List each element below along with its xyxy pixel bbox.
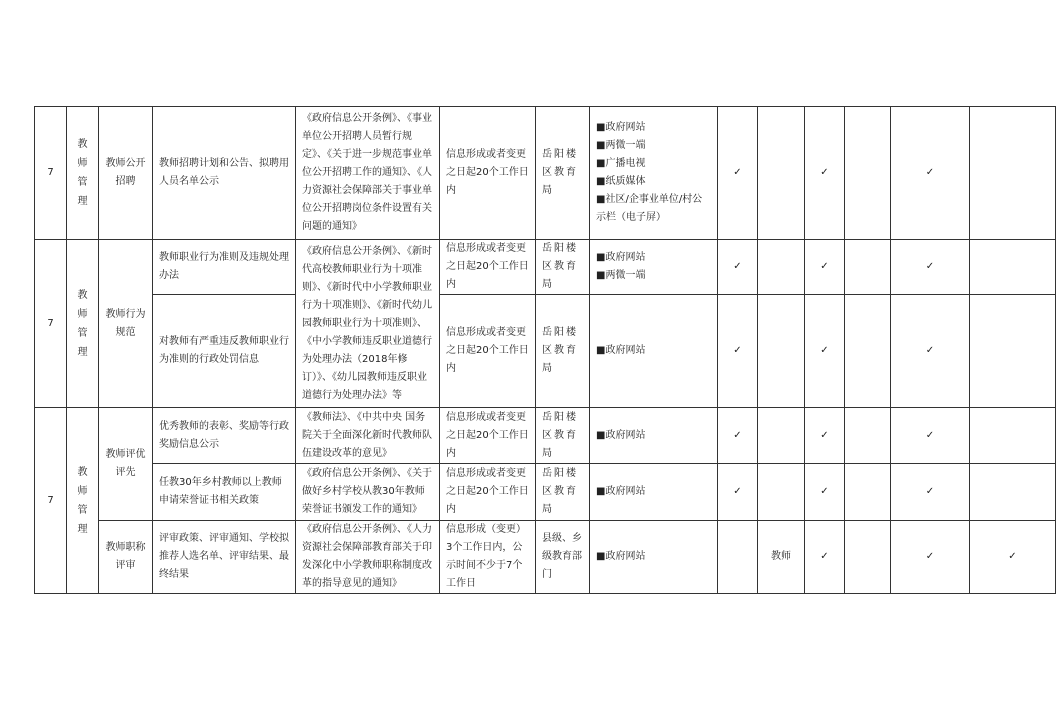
scope-cell xyxy=(845,464,891,521)
check-mark: ✓ xyxy=(891,521,970,594)
responsible-dept: 岳阳楼区教育局 xyxy=(536,107,590,240)
disclosure-table xyxy=(34,106,1056,594)
check-mark: ✓ xyxy=(718,408,758,464)
scope-cell xyxy=(845,107,891,240)
channel-item: ■政府网站 xyxy=(596,429,646,441)
channel-list xyxy=(590,521,718,594)
check-mark: ✓ xyxy=(805,240,845,295)
scope-cell xyxy=(758,464,805,521)
check-mark: ✓ xyxy=(891,295,970,408)
disclosure-item: 对教师有严重违反教师职业行为准则的行政处罚信息 xyxy=(153,295,296,408)
check-mark xyxy=(718,521,758,594)
disclosure-time: 信息形成（变更）3个工作日内，公示时间不少于7个工作日 xyxy=(440,521,536,594)
channel-list xyxy=(590,295,718,408)
channel-item: ■社区/企事业单位/村公示栏（电子屏） xyxy=(596,194,703,223)
scope-cell xyxy=(758,240,805,295)
legal-basis: 《政府信息公开条例》、《事业单位公开招聘人员暂行规定》、《关于进一步规范事业单位公开招聘工作的通知》、《人力资源社会保障部关于事业单位公开招聘岗位条件设置有关问题的通知》 xyxy=(296,107,440,240)
scope-cell xyxy=(845,240,891,295)
check-mark: ✓ xyxy=(718,107,758,240)
responsible-dept: 县级、乡级教育部门 xyxy=(536,521,590,594)
subcategory-cell: 教师行为规范 xyxy=(99,240,153,408)
check-mark: ✓ xyxy=(891,464,970,521)
disclosure-time: 信息形成或者变更之日起20个工作日内 xyxy=(440,107,536,240)
disclosure-item: 教师职业行为准则及违规处理办法 xyxy=(153,240,296,295)
channel-item: ■政府网站 xyxy=(596,345,646,356)
scope-cell xyxy=(845,521,891,594)
scope-cell xyxy=(970,464,1056,521)
table-row xyxy=(35,408,1056,464)
scope-cell xyxy=(845,408,891,464)
responsible-dept: 岳阳楼区教育局 xyxy=(536,464,590,521)
scope-cell xyxy=(970,295,1056,408)
disclosure-item: 教师招聘计划和公告、拟聘用人员名单公示 xyxy=(153,107,296,240)
check-mark: ✓ xyxy=(805,107,845,240)
check-mark: ✓ xyxy=(805,464,845,521)
disclosure-time: 信息形成或者变更之日起20个工作日内 xyxy=(440,295,536,408)
check-mark: ✓ xyxy=(805,521,845,594)
check-mark: ✓ xyxy=(718,240,758,295)
channel-list xyxy=(590,464,718,521)
channel-item: ■两微一端 xyxy=(596,270,646,281)
scope-cell xyxy=(758,408,805,464)
disclosure-item: 优秀教师的表彰、奖励等行政奖励信息公示 xyxy=(153,408,296,464)
responsible-dept: 岳阳楼区教育局 xyxy=(536,408,590,464)
responsible-dept: 岳阳楼区教育局 xyxy=(536,295,590,408)
disclosure-item: 评审政策、评审通知、学校拟推荐人选名单、评审结果、最终结果 xyxy=(153,521,296,594)
table-row xyxy=(35,464,1056,521)
row-number: 7 xyxy=(35,240,67,408)
check-mark: ✓ xyxy=(805,408,845,464)
subcategory-cell: 教师评优评先 xyxy=(99,408,153,521)
disclosure-time: 信息形成或者变更之日起20个工作日内 xyxy=(440,464,536,521)
table-row xyxy=(35,521,1056,594)
scope-cell xyxy=(758,107,805,240)
check-mark: ✓ xyxy=(718,295,758,408)
channel-list xyxy=(590,240,718,295)
category-cell: 教师管理 xyxy=(67,240,99,408)
channel-item: ■政府网站 xyxy=(596,252,646,263)
responsible-dept: 岳阳楼区教育局 xyxy=(536,240,590,295)
row-number: 7 xyxy=(35,107,67,240)
subcategory-cell: 教师公开招聘 xyxy=(99,107,153,240)
disclosure-time: 信息形成或者变更之日起20个工作日内 xyxy=(440,408,536,464)
legal-basis: 《政府信息公开条例》、《关于做好乡村学校从教30年教师荣誉证书颁发工作的通知》 xyxy=(296,464,440,521)
scope-cell: 教师 xyxy=(758,521,805,594)
table-row xyxy=(35,240,1056,295)
channel-item: ■两微一端 xyxy=(596,140,646,151)
disclosure-item: 任教30年乡村教师以上教师申请荣誉证书相关政策 xyxy=(153,464,296,521)
legal-basis: 《政府信息公开条例》、《新时代高校教师职业行为十项准则》、《新时代中小学教师职业行为十项准则》、《新时代幼儿园教师职业行为十项准则》、《中小学教师违反职业道德行为处理办法（2018年修订）》、《幼儿园教师违反职业道德行为处理办法》等 xyxy=(296,240,440,408)
channel-list xyxy=(590,408,718,464)
scope-cell xyxy=(970,240,1056,295)
category-cell: 教师管理 xyxy=(67,107,99,240)
channel-item: ■政府网站 xyxy=(596,551,646,562)
check-mark: ✓ xyxy=(970,521,1056,594)
channel-item: ■广播电视 xyxy=(596,158,646,169)
table-row xyxy=(35,107,1056,240)
check-mark: ✓ xyxy=(891,107,970,240)
channel-item: ■政府网站 xyxy=(596,486,646,497)
legal-basis: 《政府信息公开条例》、《人力资源社会保障部教育部关于印发深化中小学教师职称制度改革的指导意见的通知》 xyxy=(296,521,440,594)
table-row xyxy=(35,295,1056,408)
scope-cell xyxy=(970,107,1056,240)
check-mark: ✓ xyxy=(718,464,758,521)
scope-cell xyxy=(758,295,805,408)
legal-basis: 《教师法》、《中共中央 国务院关于全面深化新时代教师队伍建设改革的意见》 xyxy=(296,408,440,464)
category-cell: 教师管理 xyxy=(67,408,99,594)
row-number: 7 xyxy=(35,408,67,594)
check-mark: ✓ xyxy=(891,240,970,295)
check-mark: ✓ xyxy=(891,408,970,464)
scope-cell xyxy=(970,408,1056,464)
channel-item: ■政府网站 xyxy=(596,122,646,133)
subcategory-cell: 教师职称评审 xyxy=(99,521,153,594)
scope-cell xyxy=(845,295,891,408)
channel-item: ■纸质媒体 xyxy=(596,176,646,187)
check-mark: ✓ xyxy=(805,295,845,408)
channel-list xyxy=(590,107,718,240)
disclosure-time: 信息形成或者变更之日起20个工作日内 xyxy=(440,240,536,295)
